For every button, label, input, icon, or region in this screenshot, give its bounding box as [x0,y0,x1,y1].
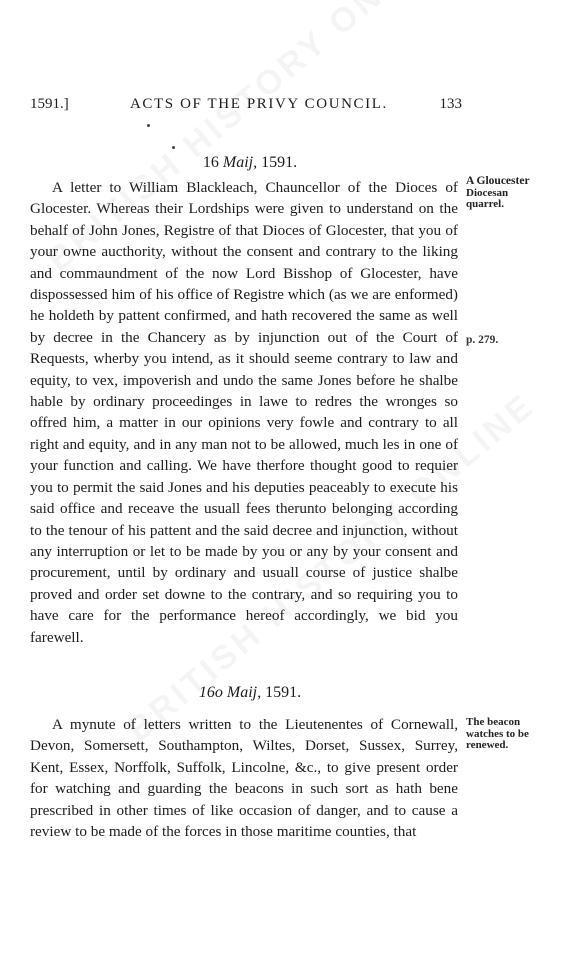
margin-note-line: The beacon [466,716,521,728]
entry-paragraph: A mynute of letters written to the Lieutenentes of Cornewall, Devon, Somersett, Southampton, Wiltes, Dorset, Sussex, Surrey, Kent, Essex, Norffolk, Suffolk, Lincolne, &c., to give present order for watching and guarding the beacons in such sort as hath bene prescribed in other times of like occasion of danger, and to cause a review to be made of the forces in those maritime counties, that [30,716,458,841]
running-header [30,96,462,118]
margin-note [466,717,566,752]
ink-dot [172,146,175,149]
date-year: 1591. [265,684,302,701]
date-year: 1591. [261,154,298,171]
header-title: ACTS OF THE PRIVY COUNCIL. [130,96,388,112]
date-month: Maij, [222,154,258,171]
entry-text [30,714,458,842]
margin-note-line: renewed. [466,739,509,751]
entry-text [30,177,458,648]
date-day: 16o [198,684,223,701]
margin-note-line: A Gloucester [466,175,530,187]
page-number: 133 [439,96,462,112]
margin-note-line: quarrel. [466,198,504,210]
margin-note [466,176,566,211]
margin-note-line: watches to be [466,727,529,740]
page-reference: p. 279. [466,334,499,346]
header-year: 1591.] [30,96,69,112]
entry-paragraph: A letter to William Blackleach, Chauncellor of the Dioces of Glocester. Whereas their Lordships were given to understand on the behalf of John Jones, Registre of that Dioces of Glocester, that you of your owne aucthority, without the consent and contrary to the liking and commaundment of the now Lord Bisshop of Glocester, have dispossessed him of his office of Registre which (as we are enformed) he holdeth by pattent confirmed, and hath recovered the same as well by decree in the Chancery as by injunction out of the Court of Requests, wherby you intend, as it should seeme contrary to law and equity, to vex, impoverish and undo the same Jones before he shalbe hable by ordinary proceedinges in lawe to redres the wronges so offred him, a matter in our opinions very fowle and contrary to all right and equity, and in any man not to be allowed, much les in one of your function and calling. We have therfore thought good to requier you to permit the said Jones and his deputies peaceably to execute his said office and receave the usuall fees therunto belonging according to the tenour of his pattent and the said decree and injunction, without any interruption or let to be made by you or any by your consent and procurement, until by ordinary and usuall course of justice shalbe proved and order set downe to the contrary, and so requiring you to have care for the performance hereof accordingly, we bid you farewell. [30,179,458,646]
margin-note-line: Diocesan [466,186,509,199]
date-day: 16 [202,154,219,171]
entry-date [0,684,500,702]
date-month: Maij, [226,684,262,701]
ink-dot [147,124,150,127]
entry-date [0,154,500,172]
